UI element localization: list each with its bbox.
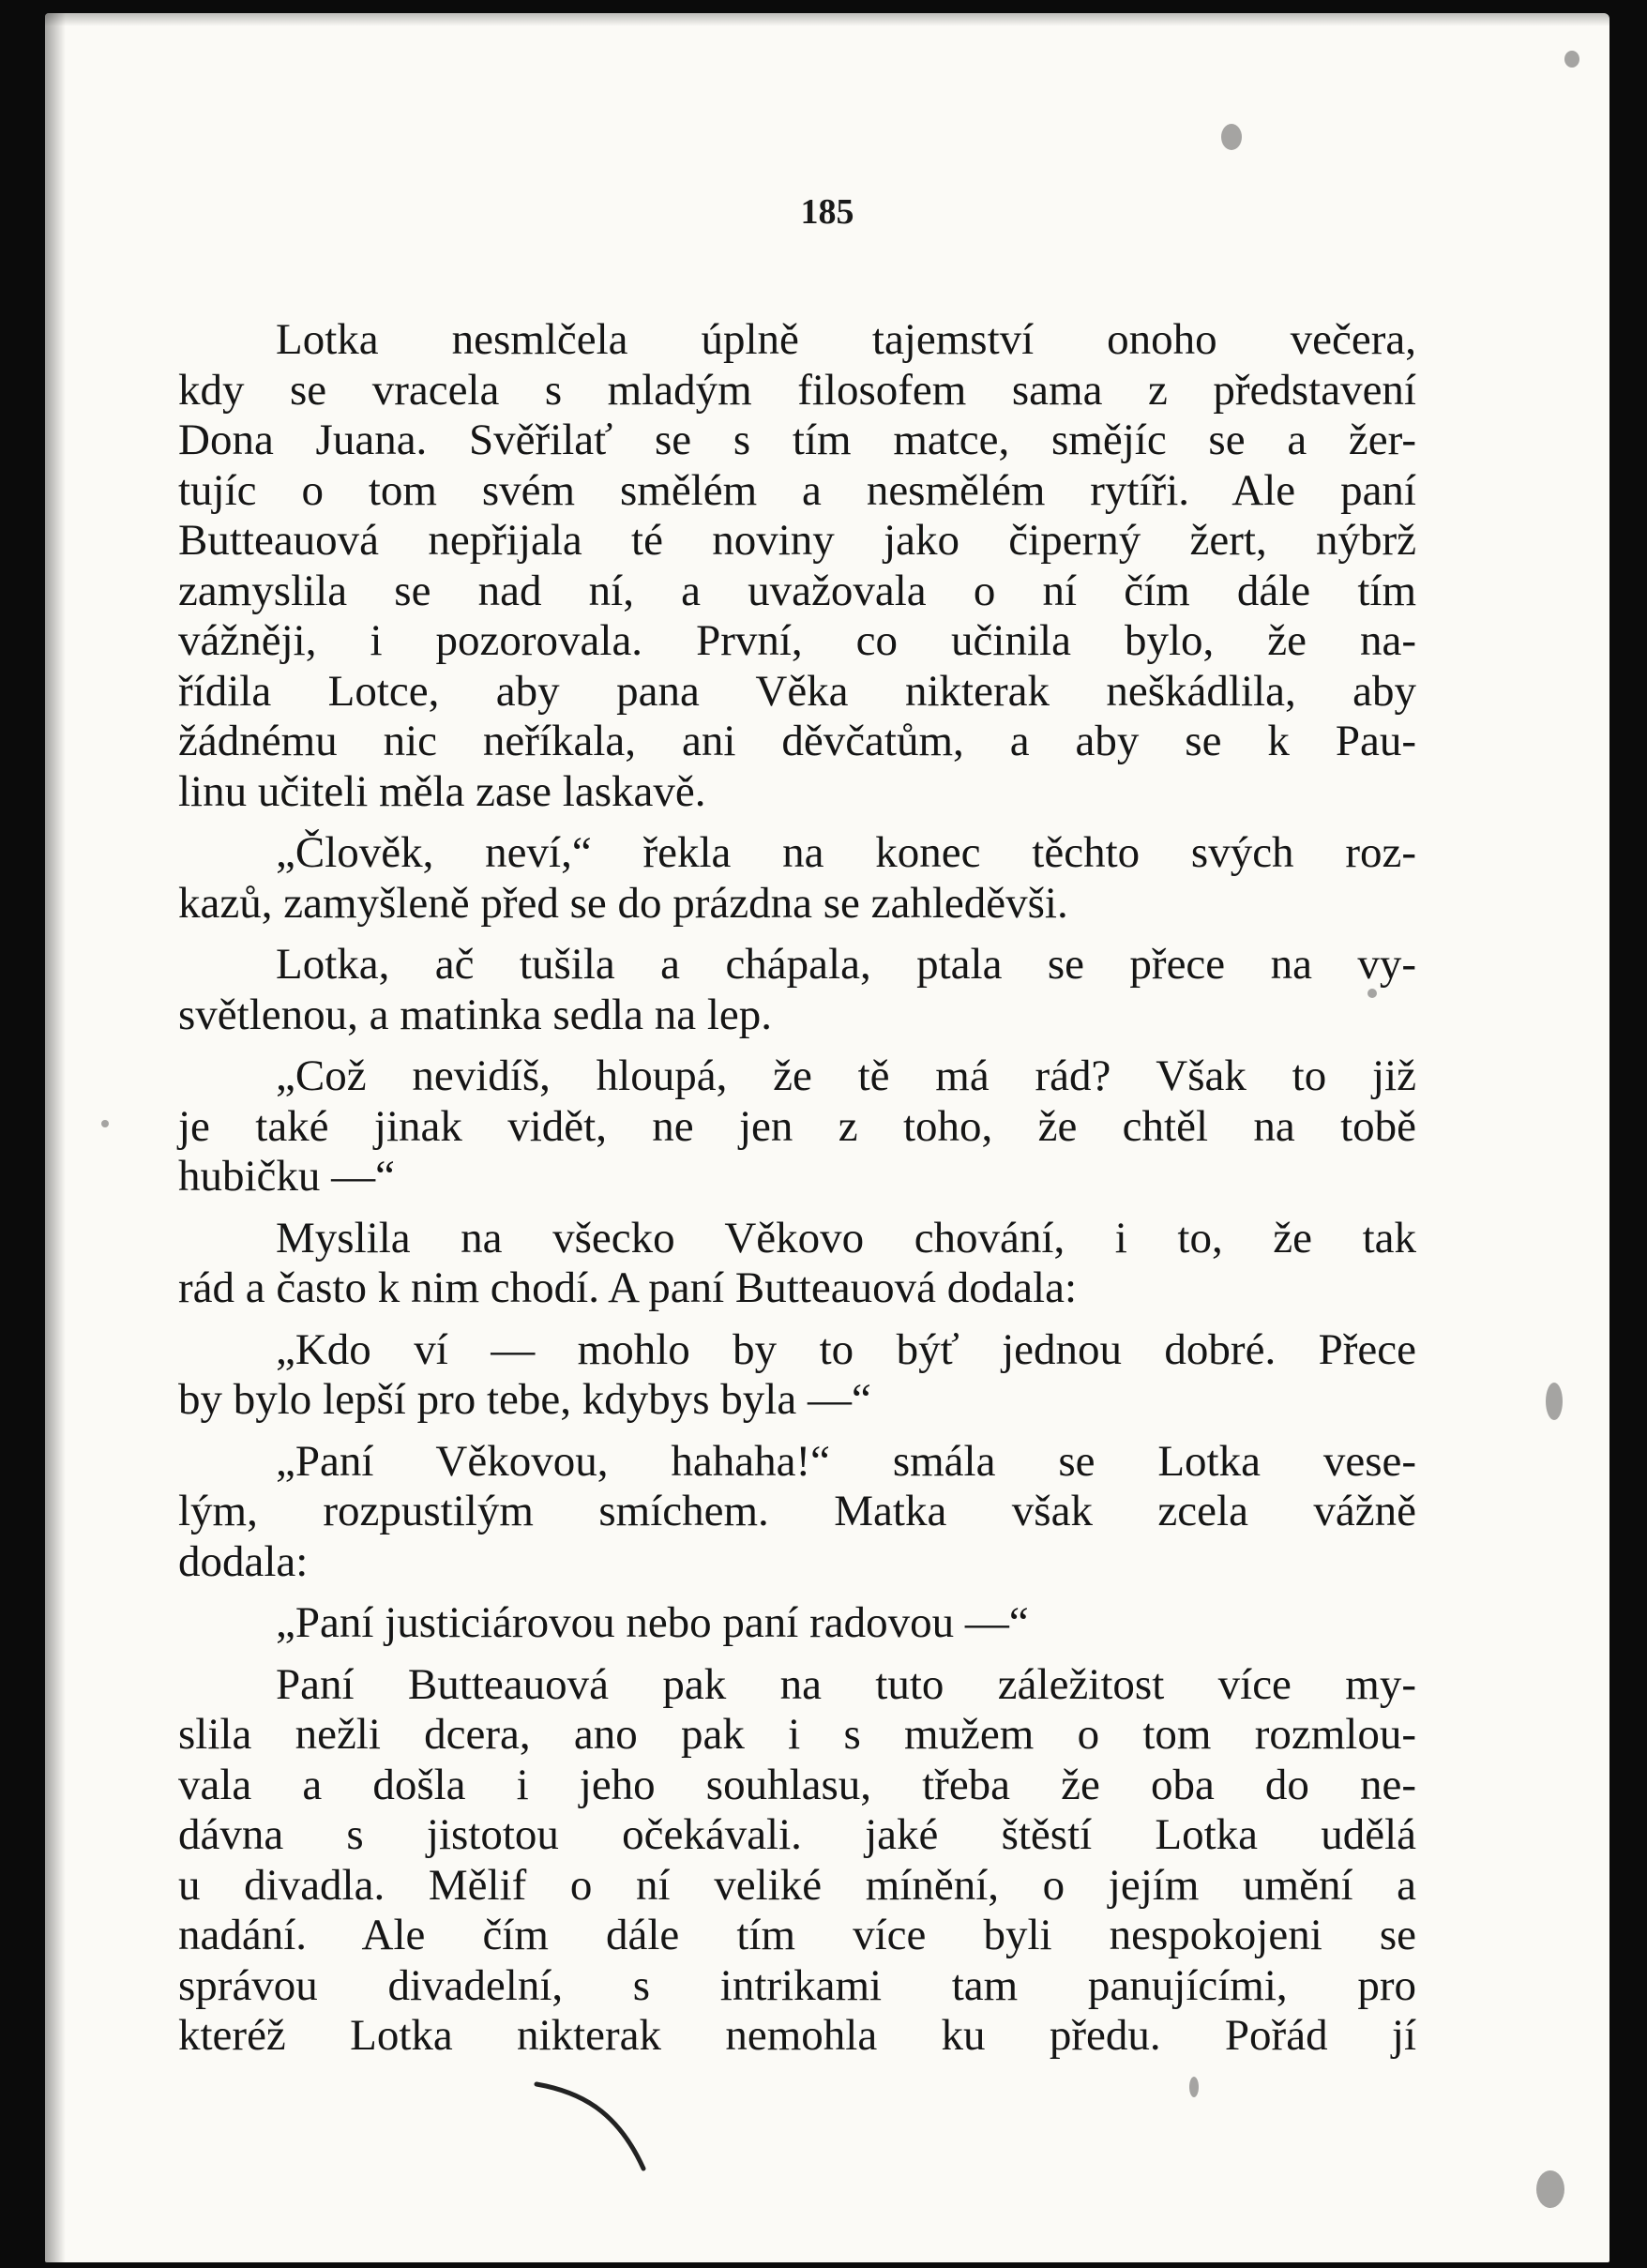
text-line: Lotka nesmlčela úplně tajemství onoho večera,: [276, 315, 1416, 364]
text-line: vala a došla i jeho souhlasu, třeba že oba do ne-: [178, 1760, 1416, 1809]
text-line: lým, rozpustilým smíchem. Matka však zcela vážně: [178, 1487, 1416, 1535]
text-line: Paní Butteauová pak na tuto záležitost více my-: [276, 1659, 1416, 1709]
text-line: správou divadelní, s intrikami tam panujícími, pro: [178, 1960, 1416, 2010]
text-line: dávna s jistotou očekávali. jaké štěstí Lotka udělá: [178, 1810, 1416, 1859]
text-line: rád a často k nim chodí. A paní Butteauová dodala:: [178, 1263, 1078, 1312]
text-line: je také jinak vidět, ne jen z toho, že chtěl na tobě: [178, 1101, 1416, 1151]
book-page: [45, 13, 1609, 2262]
text-line: by bylo lepší pro tebe, kdybys byla —“: [178, 1375, 871, 1424]
page-edge-shadow: [45, 13, 66, 2262]
paragraph: [178, 315, 1416, 817]
text-line: žádnému nic neříkala, ani děvčatům, a aby se k Pau-: [178, 717, 1416, 765]
paragraph: [178, 1660, 1416, 2062]
paper-smudge: [1536, 2170, 1564, 2208]
text-line: kazů, zamyšleně před se do prázdna se zahleděvši.: [178, 878, 1068, 928]
text-line: zamyslila se nad ní, a uvažovala o ní čím dále tím: [178, 566, 1416, 615]
text-line: řídila Lotce, aby pana Věka nikterak neškádlila, aby: [178, 666, 1416, 716]
text-line: dodala:: [178, 1536, 309, 1586]
page-top-shadow: [45, 13, 1609, 26]
paper-smudge: [1546, 1383, 1563, 1420]
text-line: u divadla. Mělif o ní veliké mínění, o jejím umění a: [178, 1860, 1416, 1910]
text-line: „Paní justiciárovou nebo paní radovou —“: [276, 1598, 1029, 1647]
text-line: slila nežli dcera, ano pak i s mužem o tom rozmlou-: [178, 1710, 1416, 1759]
text-line: kteréž Lotka nikterak nemohla ku předu. Pořád jí: [178, 2011, 1416, 2060]
paragraph: [178, 1214, 1416, 1314]
paragraph: [178, 1437, 1416, 1588]
ink-stroke-mark: [533, 2065, 664, 2178]
paper-smudge: [1564, 51, 1579, 68]
text-line: Myslila na všecko Věkovo chování, i to, že tak: [276, 1213, 1416, 1263]
paper-smudge: [1189, 2077, 1199, 2097]
text-line: vážněji, i pozorovala. První, co učinila bylo, že na-: [178, 616, 1416, 665]
paragraph: [178, 1325, 1416, 1426]
text-line: Dona Juana. Svěřilať se s tím matce, smějíc se a žer-: [178, 416, 1416, 464]
text-line: „Kdo ví — mohlo by to býť jednou dobré. Přece: [276, 1324, 1416, 1374]
paper-smudge: [1367, 989, 1377, 998]
text-line: hubičku —“: [178, 1152, 396, 1201]
paragraph: [178, 828, 1416, 929]
paper-smudge: [1221, 124, 1242, 150]
text-line: „Člověk, neví,“ řekla na konec těchto svých roz-: [276, 828, 1416, 877]
text-line: linu učiteli měla zase laskavě.: [178, 766, 706, 816]
text-line: „Což nevidíš, hloupá, že tě má rád? Však to již: [276, 1051, 1416, 1100]
text-line: kdy se vracela s mladým filosofem sama z představení: [178, 365, 1416, 415]
page-text: [178, 315, 1416, 2073]
paragraph: [178, 940, 1416, 1040]
text-line: nadání. Ale čím dále tím více byli nespokojeni se: [178, 1911, 1416, 1959]
text-line: tujíc o tom svém smělém a nesmělém rytíři. Ale paní: [178, 465, 1416, 515]
page-number: 185: [800, 192, 854, 232]
text-line: Lotka, ač tušila a chápala, ptala se přece na vy-: [276, 940, 1416, 989]
text-line: Butteauová nepřijala té noviny jako čiperný žert, nýbrž: [178, 516, 1416, 565]
paragraph: [178, 1598, 1416, 1649]
paper-smudge: [101, 1120, 109, 1127]
text-line: „Paní Věkovou, hahaha!“ smála se Lotka vese-: [276, 1436, 1416, 1486]
paragraph: [178, 1051, 1416, 1202]
text-line: světlenou, a matinka sedla na lep.: [178, 990, 772, 1039]
